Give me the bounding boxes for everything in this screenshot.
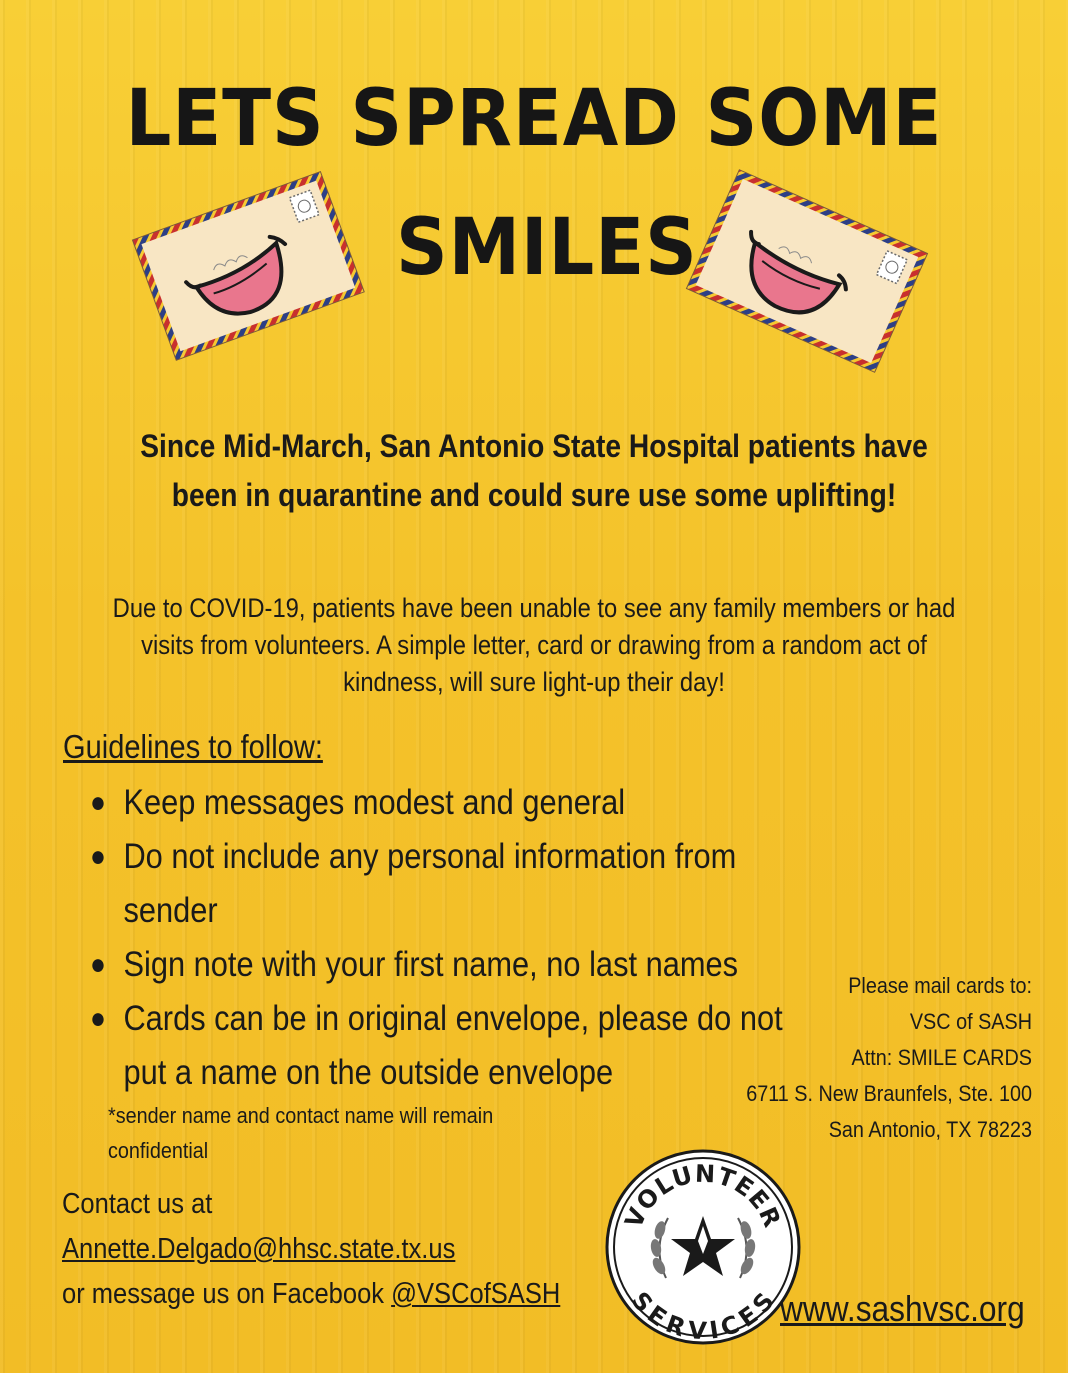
- contact-info: [62, 1182, 560, 1317]
- list-item: [90, 776, 845, 830]
- list-item: [90, 830, 792, 938]
- guideline-text: Cards can be in original envelope, please do not put a name on the outside envelope: [123, 999, 783, 1092]
- facebook-line: [62, 1272, 560, 1317]
- guideline-text: Keep messages modest and general: [123, 783, 626, 822]
- seal-top-text: VOLUNTEER: [619, 1159, 787, 1233]
- website-link[interactable]: www.sashvsc.org: [780, 1288, 1025, 1329]
- mail-heading: Please mail cards to:: [848, 973, 1032, 998]
- mail-line: Attn: SMILE CARDS: [851, 1045, 1032, 1070]
- intro-paragraph: Due to COVID-19, patients have been unable to see any family members or had visits from volunteers. A simple letter, card or drawing from a random act of kindness, will sure light-up their day!: [112, 593, 956, 697]
- mail-line: 6711 S. New Braunfels, Ste. 100: [746, 1081, 1032, 1106]
- guidelines-heading: Guidelines to follow:: [63, 728, 323, 765]
- mail-line: VSC of SASH: [909, 1009, 1032, 1034]
- smile-envelope-icon: [676, 162, 938, 380]
- bullet-icon: ●: [90, 786, 106, 819]
- seal-bottom-text: SERVICES: [625, 1286, 781, 1346]
- facebook-link[interactable]: @VSCofSASH: [391, 1278, 561, 1310]
- page-title-line-1: LETS SPREAD SOME: [125, 74, 943, 164]
- bullet-icon: ●: [90, 1002, 106, 1035]
- bullet-icon: ●: [90, 948, 106, 981]
- email-link[interactable]: Annette.Delgado@hhsc.state.tx.us: [62, 1233, 456, 1265]
- mail-line: San Antonio, TX 78223: [828, 1117, 1032, 1142]
- contact-intro: Contact us at: [62, 1188, 213, 1220]
- mailing-address: [715, 968, 1032, 1148]
- facebook-text: or message us on Facebook: [62, 1278, 385, 1310]
- guideline-text: Do not include any personal information from sender: [123, 837, 737, 930]
- page-title-line-2: SMILES: [396, 203, 698, 293]
- guideline-text: Sign note with your first name, no last names: [123, 945, 739, 984]
- star-seal-icon: [604, 1148, 802, 1346]
- bullet-icon: ●: [90, 840, 106, 873]
- smile-envelope-icon: [122, 160, 374, 370]
- intro-heading: Since Mid-March, San Antonio State Hospital patients have been in quarantine and could sure use some uplifting!: [140, 428, 928, 513]
- confidentiality-note: *sender name and contact name will remain confidential: [108, 1103, 494, 1163]
- list-item: [90, 992, 792, 1100]
